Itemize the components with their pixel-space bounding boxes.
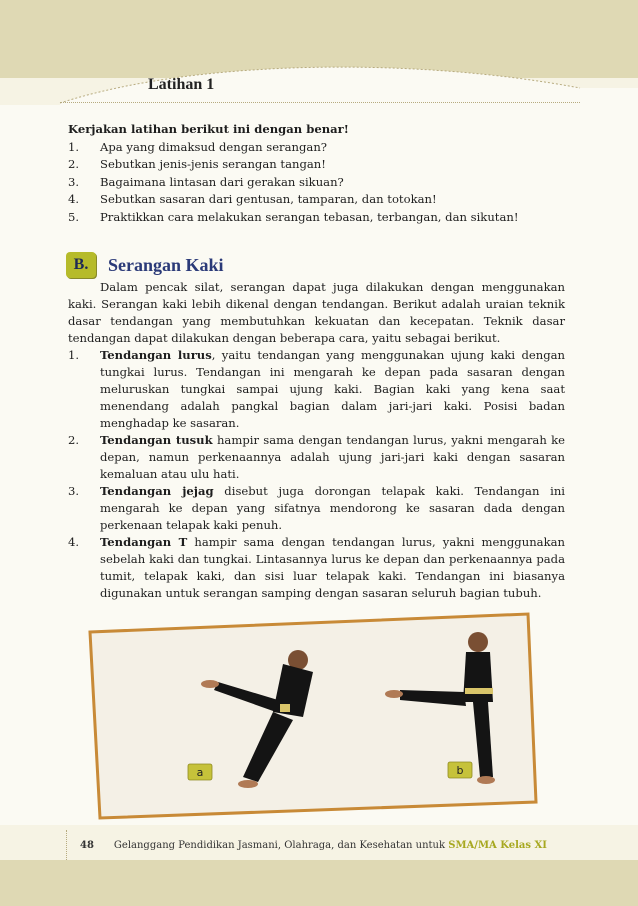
technique-term: Tendangan tusuk	[100, 433, 213, 447]
footer-level: SMA/MA Kelas XI	[448, 840, 547, 851]
exercise-instruction: Kerjakan latihan berikut ini dengan benar!	[68, 122, 349, 136]
kick-technique-item: 3. Tendangan jejag disebut juga dorongan telapak kaki. Tendangan ini mengarah ke depan yang sifatnya mendorong ke sasaran dada dengan perkenaan telapak kaki penuh.	[68, 484, 565, 532]
section-body	[68, 279, 565, 602]
exercise-question: 3. Bagaimana lintasan dari gerakan sikuan?	[68, 174, 344, 189]
section-heading	[66, 252, 224, 278]
kick-technique-item: 4. Tendangan T hampir sama dengan tendangan lurus, yakni menggunakan sebelah kaki dan tungkai. Lintasannya lurus ke depan dan perkenaannya pada tumit, telapak kaki, dan sisi luar telapak kaki. Tendangan ini biasanya digunakan untuk serangan samping dengan sasaran seluruh bagian tubuh.	[68, 535, 565, 600]
photo-label-a: a	[196, 766, 204, 779]
page-footer	[80, 840, 547, 851]
exercise-divider	[60, 102, 580, 103]
page-number: 48	[80, 840, 94, 851]
exercise-question: 5. Praktikkan cara melakukan serangan tebasan, terbangan, dan sikutan!	[68, 209, 519, 224]
exercise-question: 2. Sebutkan jenis-jenis serangan tangan!	[68, 157, 326, 172]
section-title: Serangan Kaki	[108, 254, 224, 275]
footer-divider	[66, 830, 67, 860]
top-curve-decoration	[0, 48, 638, 108]
section-intro: Dalam pencak silat, serangan dapat juga dilakukan dengan menggunakan kaki. Serangan kaki lebih dikenal dengan tendangan. Berikut adalah uraian teknik dasar tendangan yang membutuhkan kekuatan dan kecepatan. Teknik dasar tendangan dapat dilakukan dengan beberapa cara, yaitu sebagai berikut.	[68, 280, 565, 345]
technique-term: Tendangan T	[100, 535, 188, 549]
kick-technique-item: 1. Tendangan lurus, yaitu tendangan yang menggunakan ujung kaki dengan tungkai lurus. Tendangan ini mengarah ke depan pada sasaran dengan meluruskan tungkai sampai ujung kaki. Bagian kaki yang kena saat menendang adalah pangkal bagian dalam jari-jari kaki. Posisi badan menghadap ke sasaran.	[68, 348, 565, 430]
exercise-question: 1. Apa yang dimaksud dengan serangan?	[68, 139, 327, 154]
kick-illustration-photo	[88, 612, 538, 822]
kick-technique-item: 2. Tendangan tusuk hampir sama dengan tendangan lurus, yakni mengarah ke depan, namun perkenaannya adalah ujung jari-jari kaki dengan sasaran kemaluan atau ulu hati.	[68, 433, 565, 481]
technique-term: Tendangan jejag	[100, 484, 214, 498]
exercise-block	[68, 121, 573, 227]
footer-book-title: Gelanggang Pendidikan Jasmani, Olahraga, dan Kesehatan untuk SMA/MA Kelas XI	[113, 840, 547, 851]
bottom-decorative-band	[0, 860, 638, 906]
section-letter-badge: B.	[66, 252, 96, 278]
exercise-title: Latihan 1	[148, 76, 215, 93]
photo-label-b: b	[456, 764, 464, 777]
technique-term: Tendangan lurus	[100, 348, 212, 362]
exercise-question: 4. Sebutkan sasaran dari gentusan, tamparan, dan totokan!	[68, 192, 437, 207]
